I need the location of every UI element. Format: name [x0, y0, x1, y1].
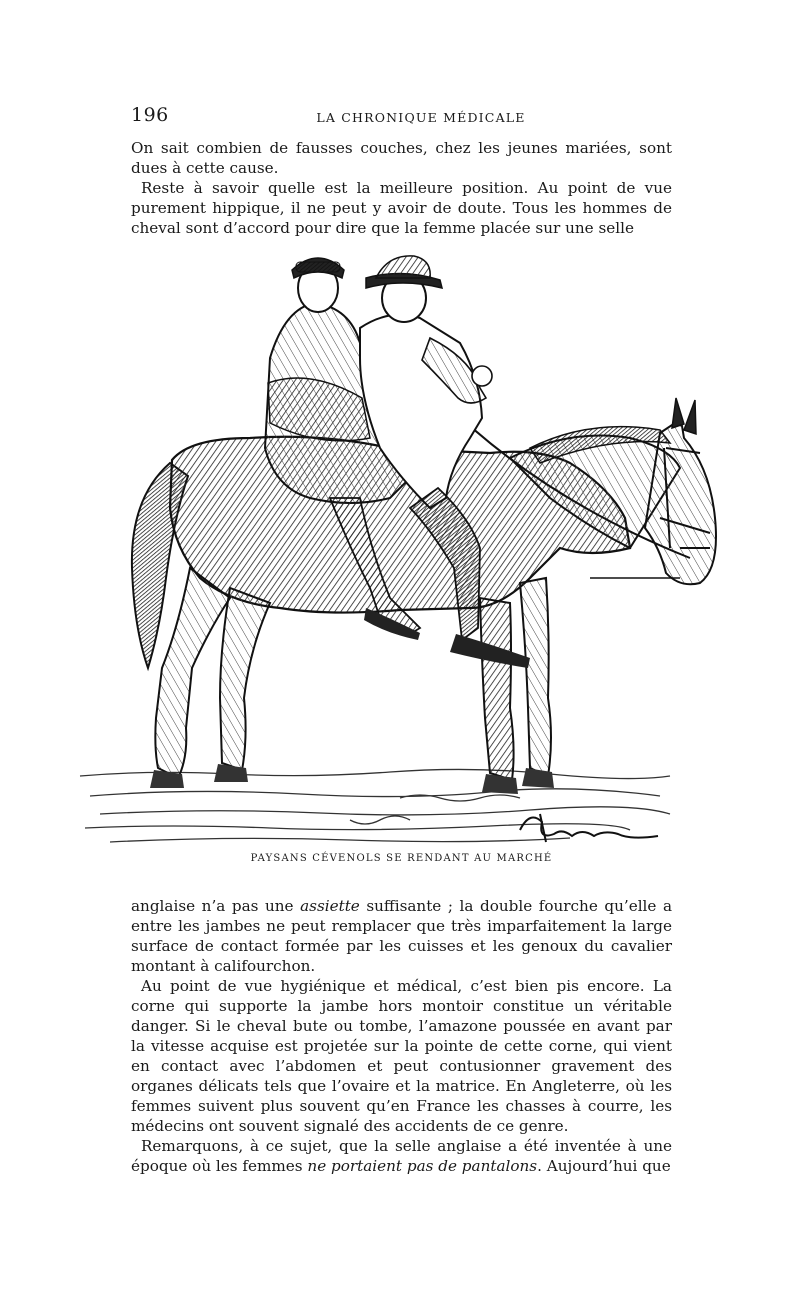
paragraph-5-italic: ne portaient pas de pantalons — [307, 1157, 538, 1175]
paragraph-3-part-a: anglaise n’a pas une — [131, 897, 301, 915]
paragraph-5-part-b: . Aujourd’hui que — [537, 1157, 671, 1175]
bottom-text-block — [131, 896, 672, 1176]
artist-signature — [520, 814, 658, 842]
engraving-illustration — [70, 248, 740, 848]
paragraph-3-part-b: suffisante ; la double fourche qu’elle a entre les jambes ne peut remplacer que très imparfaitement la large surface de contact formée par les cuisses et les genoux du cavalier montant à califourchon. — [131, 897, 672, 975]
page-number: 196 — [131, 104, 169, 126]
paragraph-3 — [131, 896, 672, 976]
page-header — [131, 104, 672, 128]
figure-caption: PAYSANS CÉVENOLS SE RENDANT AU MARCHÉ — [250, 853, 553, 864]
paragraph-3-italic: assiette — [300, 897, 360, 915]
paragraph-2: Reste à savoir quelle est la meilleure position. Au point de vue purement hippique, il ne peut y avoir de doute. Tous les hommes de cheval sont d’accord pour dire que la femme placée sur une selle — [131, 179, 672, 237]
paragraph-1: On sait combien de fausses couches, chez les jeunes mariées, sont dues à cette cause. — [131, 139, 672, 177]
paragraph-5 — [131, 1136, 672, 1176]
paragraph-5-part-a: Remarquons, à ce sujet, que la selle anglaise a été inventée à une époque où les femmes — [131, 1137, 672, 1175]
top-text-block — [131, 138, 672, 238]
paragraph-4: Au point de vue hygiénique et médical, c’est bien pis encore. La corne qui supporte la jambe hors montoir constitue un véritable danger. Si le cheval bute ou tombe, l’amazone poussée en avant par la vitesse acquise est projetée sur la pointe de cette corne, qui vient en contact avec l’abdomen et peut contusionner gravement des organes délicats tels que l’ovaire et la matrice. En Angleterre, où les femmes suivent plus souvent qu’en France les chasses à courre, les médecins ont souvent signalé des accidents de ce genre. — [131, 977, 672, 1135]
running-head: LA CHRONIQUE MÉDICALE — [316, 110, 526, 125]
illustration-peasants-on-horse — [70, 248, 740, 848]
